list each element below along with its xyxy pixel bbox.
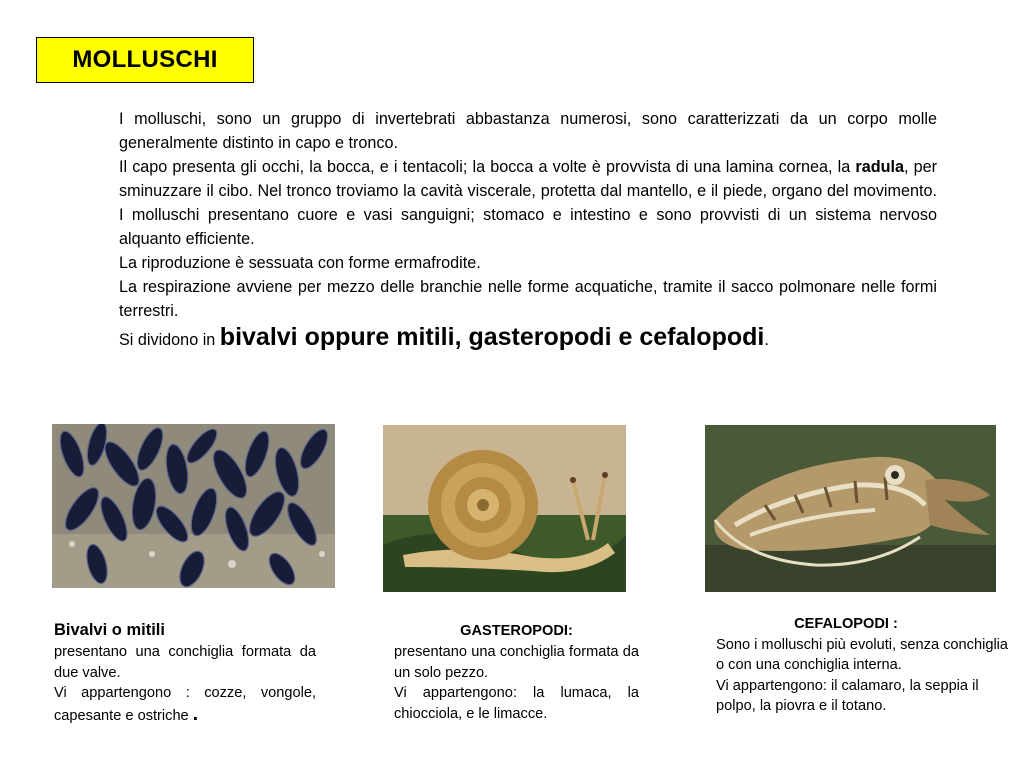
- bivalvi-examples: [54, 683, 316, 726]
- bivalvi-caption: [54, 618, 316, 726]
- snail-photo: [383, 425, 626, 592]
- intro-p5-end: .: [764, 331, 769, 349]
- intro-paragraph-2: [119, 155, 937, 251]
- classes-emphasis: bivalvi oppure mitili, gasteropodi e cefalopodi: [219, 323, 765, 351]
- bivalvi-examples-text: Vi appartengono : cozze, vongole, capesante e ostriche: [54, 685, 316, 724]
- intro-paragraph-4: La respirazione avviene per mezzo delle branchie nelle forme acquatiche, tramite il sacco polmonare nelle formi terrestri.: [119, 278, 937, 320]
- intro-p2-end: , per sminuzzare il cibo. Nel tronco troviamo la cavità viscerale, protetta dal mantello, e il piede, organo del movimento. I molluschi presentano cuore e vasi sanguigni; stomaco e intestino e sono provvisti di un sistema nervoso alquanto efficiente.: [119, 158, 937, 248]
- cefalopodi-heading: CEFALOPODI :: [794, 616, 898, 632]
- cefalopodi-description: Sono i molluschi più evoluti, senza conchiglia o con una conchiglia interna.: [716, 636, 1009, 673]
- cuttlefish-photo: [705, 425, 996, 592]
- intro-text: [119, 107, 937, 352]
- gasteropodi-heading: GASTEROPODI:: [460, 623, 573, 639]
- intro-paragraph-5: [119, 325, 937, 352]
- intro-paragraph-3: La riproduzione è sessuata con forme ermafrodite.: [119, 254, 481, 272]
- bivalvi-heading: Bivalvi o mitili: [54, 621, 165, 639]
- intro-p2-start: Il capo presenta gli occhi, la bocca, e i tentacoli; la bocca a volte è provvista di una lamina cornea, la: [119, 158, 856, 176]
- bivalvi-period: .: [192, 702, 199, 725]
- cefalopodi-caption: [716, 614, 1016, 717]
- cefalopodi-examples: Vi appartengono: il calamaro, la seppia il polpo, la piovra e il totano.: [716, 677, 979, 714]
- gasteropodi-description: presentano una conchiglia formata da un solo pezzo.: [394, 644, 639, 681]
- page-title: MOLLUSCHI: [36, 37, 254, 83]
- mussels-photo: [52, 424, 335, 588]
- radula-term: radula: [855, 158, 904, 176]
- gasteropodi-examples: Vi appartengono: la lumaca, la chiocciola, e le limacce.: [394, 685, 639, 722]
- intro-paragraph-1: I molluschi, sono un gruppo di invertebrati abbastanza numerosi, sono caratterizzati da un corpo molle generalmente distinto in capo e tronco.: [119, 110, 937, 152]
- gasteropodi-caption: [394, 620, 639, 724]
- intro-p5-start: Si dividono in: [119, 331, 220, 349]
- bivalvi-description: presentano una conchiglia formata da due valve.: [54, 644, 316, 681]
